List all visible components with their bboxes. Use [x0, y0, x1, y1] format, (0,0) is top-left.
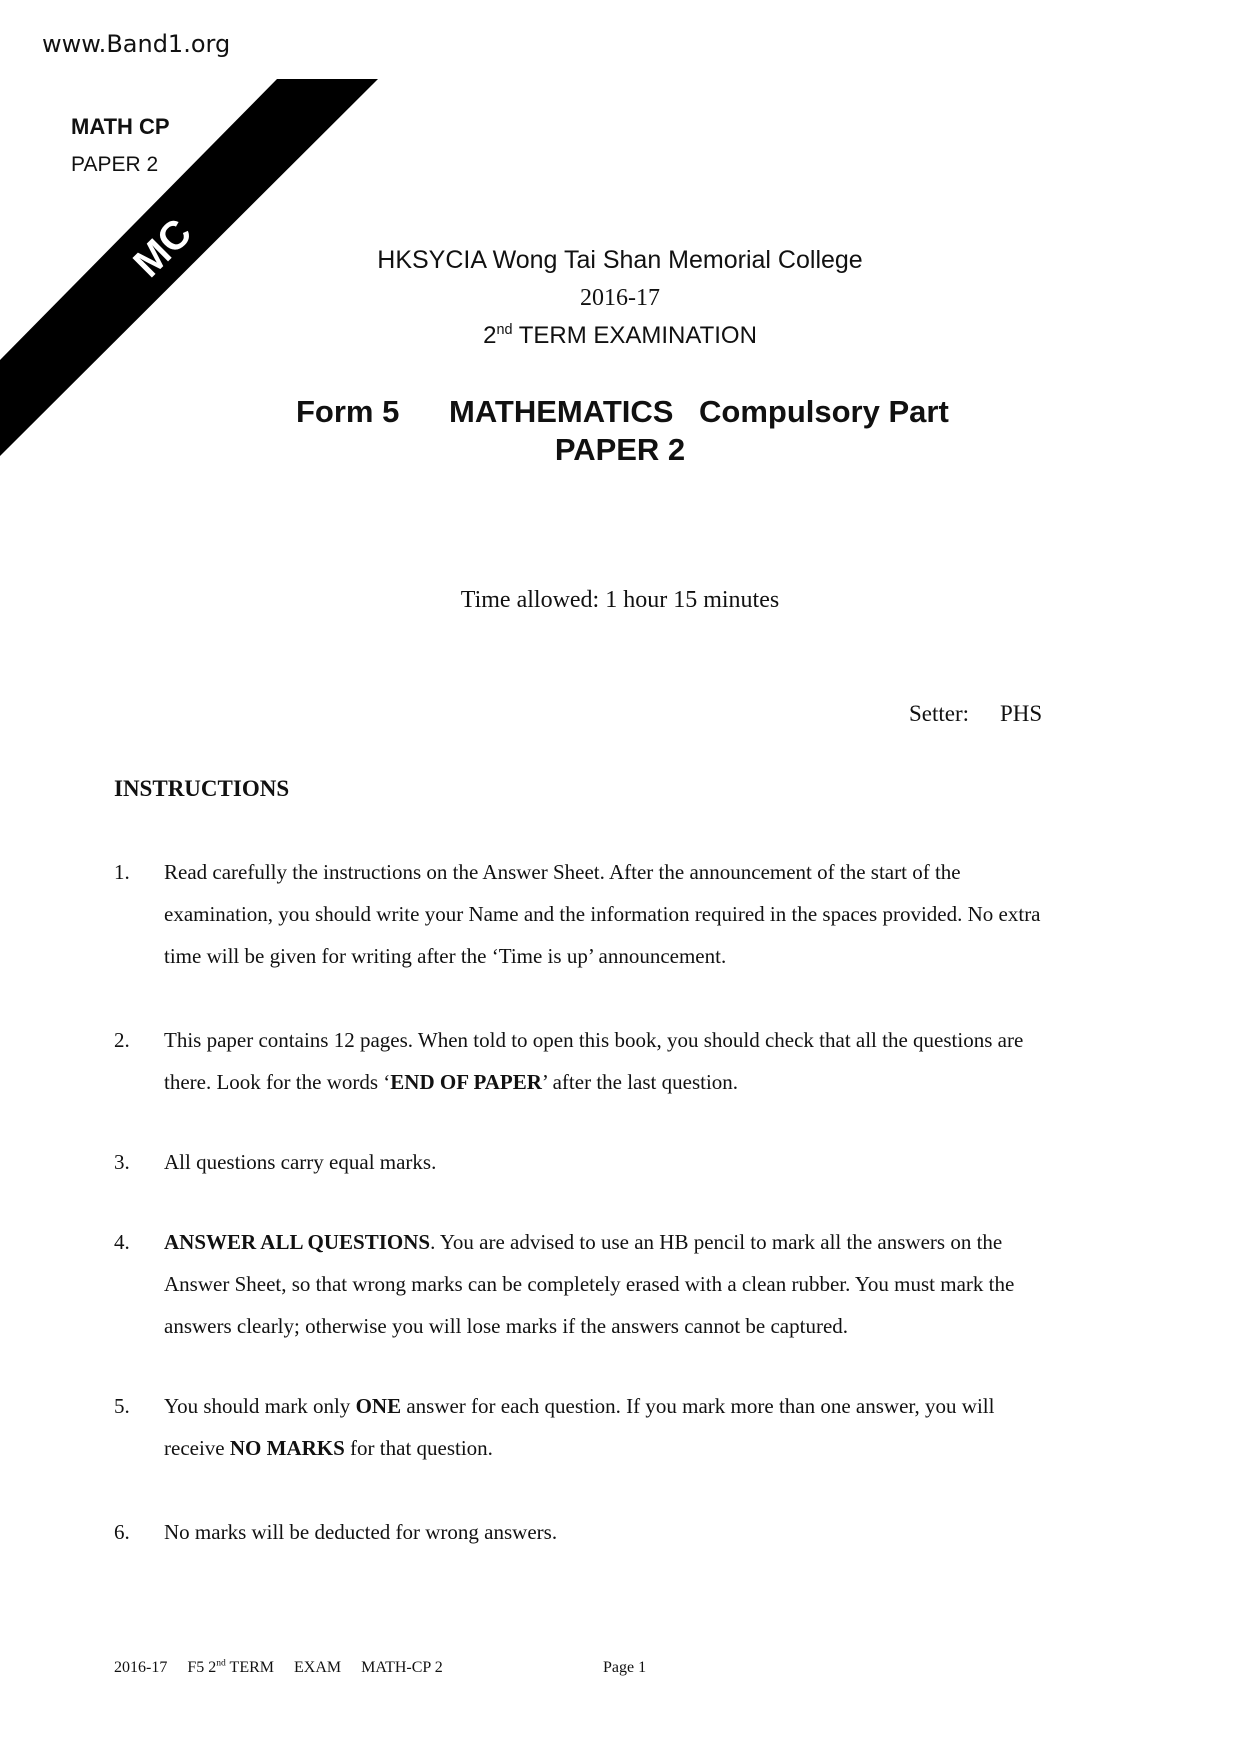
footer-info	[114, 1659, 443, 1677]
instruction-number: 4.	[114, 1230, 130, 1254]
instruction-text: . You are advised to use an HB pencil to mark all the answers on the	[430, 1230, 1003, 1254]
instruction-text: for that question.	[344, 1436, 493, 1460]
footer-term-b: TERM	[225, 1659, 274, 1676]
instruction-text: answers clearly; otherwise you will lose marks if the answers cannot be captured.	[164, 1314, 849, 1338]
instruction-number: 5.	[114, 1394, 130, 1418]
watermark-url: www.Band1.org	[42, 30, 231, 58]
instruction-text: examination, you should write your Name and the information required in the spaces provided. No extra	[164, 902, 1041, 926]
paper-title: PAPER 2	[554, 432, 686, 467]
instructions-heading: INSTRUCTIONS	[114, 776, 290, 801]
footer-year: 2016-17	[114, 1659, 168, 1676]
time-allowed: Time allowed: 1 hour 15 minutes	[460, 587, 780, 613]
instruction-emphasis: NO MARKS	[229, 1436, 345, 1460]
corner-paper: PAPER 2	[71, 153, 159, 176]
instruction-emphasis: ANSWER ALL QUESTIONS	[164, 1230, 431, 1254]
exam-year: 2016-17	[580, 285, 660, 311]
instruction-line	[164, 1314, 848, 1339]
term-sup: nd	[496, 322, 513, 338]
footer-term-sup: nd	[216, 1657, 226, 1669]
instruction-line	[164, 1150, 436, 1175]
instruction-text: receive	[164, 1436, 230, 1460]
instruction-line	[164, 1520, 557, 1545]
subject-title: MATHEMATICS	[449, 394, 674, 429]
instruction-emphasis: END OF PAPER	[390, 1070, 542, 1094]
instruction-line	[164, 902, 1041, 927]
term-num: 2	[483, 322, 497, 349]
setter-label: Setter:	[909, 701, 970, 726]
instruction-text: No marks will be deducted for wrong answers.	[164, 1520, 558, 1544]
school-name: HKSYCIA Wong Tai Shan Memorial College	[377, 246, 863, 274]
instruction-text: Read carefully the instructions on the Answer Sheet. After the announcement of the start of the	[164, 860, 961, 884]
instruction-number: 3.	[114, 1150, 130, 1174]
instruction-line	[164, 1070, 738, 1095]
footer-form-term	[187, 1659, 274, 1676]
instruction-number: 6.	[114, 1520, 130, 1544]
page-number: Page 1	[603, 1659, 647, 1676]
instruction-text: time will be given for writing after the ‘Time is up’ announcement.	[164, 944, 727, 968]
instruction-number: 1.	[114, 860, 130, 884]
instruction-text: All questions carry equal marks.	[164, 1150, 437, 1174]
instruction-line	[164, 1436, 493, 1461]
footer-term-a: F5 2	[187, 1659, 217, 1676]
instruction-line	[164, 860, 961, 885]
instruction-emphasis: ONE	[355, 1394, 402, 1418]
instruction-line	[164, 1394, 994, 1419]
term-rest: TERM EXAMINATION	[512, 322, 757, 349]
instruction-text: This paper contains 12 pages. When told to open this book, you should check that all the questions are	[164, 1028, 1024, 1052]
instruction-number: 2.	[114, 1028, 130, 1052]
instruction-line	[164, 1230, 1002, 1255]
exam-term	[0, 322, 1240, 350]
instruction-line	[164, 1028, 1023, 1053]
form-label: Form 5	[296, 394, 400, 429]
mc-banner-text: MC	[125, 210, 201, 286]
instruction-line	[164, 944, 726, 969]
instruction-text: answer for each question. If you mark more than one answer, you will	[401, 1394, 995, 1418]
instruction-text: Answer Sheet, so that wrong marks can be completely erased with a clean rubber. You must mark the	[164, 1272, 1015, 1296]
instruction-line	[164, 1272, 1014, 1297]
setter-value: PHS	[1000, 701, 1043, 726]
instruction-text: there. Look for the words ‘	[164, 1070, 391, 1094]
corner-subject: MATH CP	[71, 114, 170, 139]
subject-part: Compulsory Part	[699, 394, 949, 429]
instruction-text: You should mark only	[164, 1394, 356, 1418]
instruction-text: ’ after the last question.	[541, 1070, 739, 1094]
footer-code: MATH-CP 2	[361, 1659, 443, 1676]
footer-exam: EXAM	[293, 1659, 342, 1676]
